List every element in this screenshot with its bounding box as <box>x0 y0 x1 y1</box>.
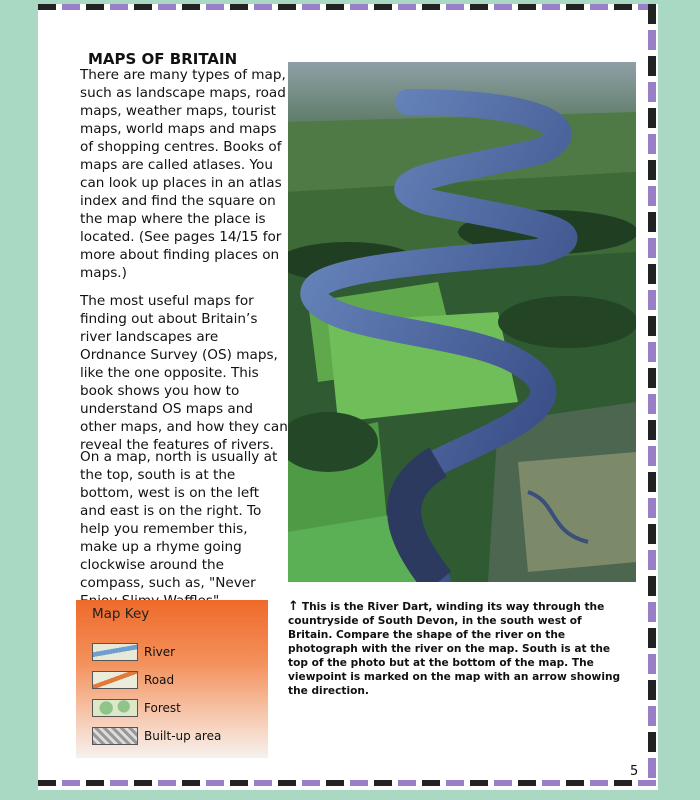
page-border-top <box>38 4 648 10</box>
map-key-item-road <box>92 670 174 690</box>
intro-paragraph: There are many types of map, such as landscape maps, road maps, weather maps, tourist maps, world maps and maps of shopping centres. Books of maps are called atlases. You can look up places in an atlas index and find the square on the map where the place is located. (See pages 14/15 for more about finding places on maps.) <box>80 67 286 281</box>
map-key-label: Road <box>144 673 175 687</box>
page-border-right <box>648 4 656 786</box>
map-key-label: River <box>144 645 176 659</box>
map-key-item-built-up-area <box>92 726 221 746</box>
map-key <box>76 600 268 758</box>
river-swatch-icon <box>92 643 138 661</box>
river-dart-aerial-photo <box>288 62 636 582</box>
book-page <box>38 4 658 790</box>
built-up-area-swatch-icon <box>92 727 138 745</box>
photo-caption <box>288 600 628 698</box>
compass-paragraph: On a map, north is usually at the top, south is at the bottom, west is on the left and east is on the right. To help you remember this, make up a rhyme going clockwise around the compass, such as, "Never <box>80 449 278 591</box>
photo-caption-text: This is the River Dart, winding its way through the countryside of South Devon, in the south west of Britain. Compare the shape of the river on the photograph with the river on the map. South is at the top of the photo but at the bottom of the map. The viewpoint is marked on the map with an arrow showing the direction. <box>288 601 621 697</box>
page-heading: MAPS OF BRITAIN <box>88 50 238 68</box>
map-key-label: Built-up area <box>144 729 222 743</box>
arrow-up-icon: ↑ <box>288 599 299 614</box>
map-key-title: Map Key <box>92 606 150 622</box>
map-key-label: Forest <box>144 701 181 715</box>
page-border-bottom <box>38 780 658 786</box>
map-key-item-forest <box>92 698 181 718</box>
page-number: 5 <box>630 764 639 779</box>
forest-swatch-icon <box>92 699 138 717</box>
os-maps-paragraph: The most useful maps for finding out about Britain’s river landscapes are Ordnance Survey (OS) maps, like the one opposite. This book shows you how to understand OS maps and other maps, and how they can reveal the features of rivers. <box>80 293 288 453</box>
road-swatch-icon <box>92 671 138 689</box>
map-key-item-river <box>92 642 175 662</box>
